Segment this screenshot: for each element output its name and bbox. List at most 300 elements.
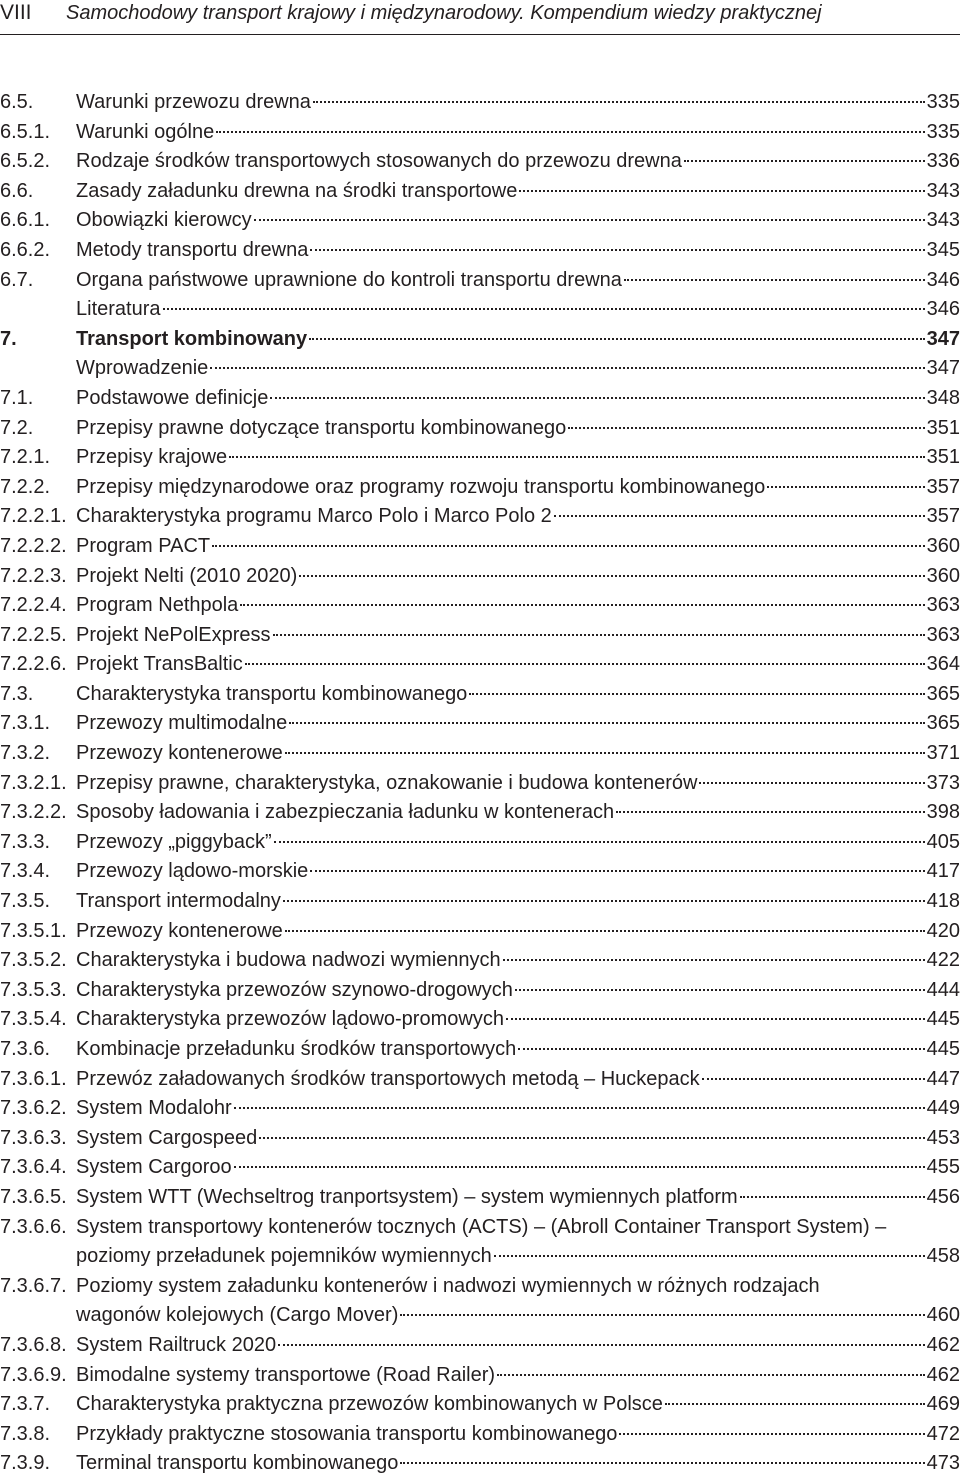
toc-entry-number: 7.3.5.2. (0, 949, 67, 972)
toc-entry-title: System Railtruck 2020 (76, 1333, 277, 1356)
toc-entry (0, 917, 960, 947)
toc-entry-body (76, 266, 960, 296)
toc-entry-number: 7.3.6.8. (0, 1333, 67, 1356)
toc-entry-number: 7.3.6.2. (0, 1097, 67, 1120)
toc-entry-number: 6.6. (0, 179, 34, 202)
toc-entry-row (76, 1331, 960, 1361)
dot-leader (254, 219, 925, 221)
toc-entry-page: 462 (926, 1333, 960, 1356)
toc-entry-row (76, 946, 960, 976)
toc-entry (0, 384, 960, 414)
toc-entry (0, 206, 960, 236)
toc-entry-number: 7.2. (0, 416, 34, 439)
dot-leader (299, 575, 924, 577)
toc-entry-number: 7.3.6.7. (0, 1274, 67, 1297)
toc-entry-title: Program PACT (76, 534, 211, 557)
toc-entry-row (76, 206, 960, 236)
toc-entry-title-first-line: Poziomy system załadunku kontenerów i nadwozi wymiennych w różnych rodzajach (76, 1274, 820, 1297)
toc-entry-title: Transport intermodalny (76, 890, 281, 913)
dot-leader (210, 367, 924, 369)
toc-entry-page: 453 (926, 1126, 960, 1149)
toc-entry-number: 7.3.5.3. (0, 978, 67, 1001)
toc-entry-body (76, 236, 960, 266)
toc-entry-row (76, 769, 960, 799)
toc-entry-number: 6.5.2. (0, 150, 51, 173)
toc-entry-title: Kombinacje przeładunku środków transportowych (76, 1038, 517, 1060)
dot-leader (216, 131, 924, 133)
toc-entry-body (76, 1331, 960, 1361)
toc-entry-row (76, 1153, 960, 1183)
toc-entry-page: 351 (926, 446, 960, 469)
toc-entry-row (76, 828, 960, 858)
toc-entry-page: 363 (926, 594, 960, 617)
dot-leader (684, 160, 925, 162)
toc-entry-row (76, 562, 960, 592)
toc-entry-row (76, 354, 960, 384)
toc-entry (0, 798, 960, 828)
toc-entry-body (76, 1272, 960, 1331)
toc-entry-page: 462 (926, 1363, 960, 1386)
toc-entry-row (76, 1361, 960, 1391)
toc-entry-page: 418 (926, 890, 960, 913)
dot-leader (240, 604, 924, 606)
toc-entry (0, 177, 960, 207)
toc-entry (0, 650, 960, 680)
toc-entry-number: 7.2.1. (0, 446, 51, 469)
toc-entry-body (76, 591, 960, 621)
toc-entry-row (76, 414, 960, 444)
toc-entry-row (76, 739, 960, 769)
toc-entry-body (76, 769, 960, 799)
toc-entry-body (76, 384, 960, 414)
toc-entry (0, 857, 960, 887)
toc-entry (0, 621, 960, 651)
toc-entry-title: Metody transportu drewna (76, 238, 309, 261)
toc-entry-page: 345 (926, 238, 960, 261)
toc-entry-body (76, 1213, 960, 1272)
toc-entry (0, 1213, 960, 1272)
toc-entry-body (76, 798, 960, 828)
dot-leader (506, 1018, 925, 1020)
toc-entry (0, 1420, 960, 1450)
dot-leader (309, 338, 924, 340)
toc-entry-body (76, 621, 960, 651)
toc-entry-page: 456 (926, 1185, 960, 1208)
toc-entry-page: 445 (926, 1008, 960, 1031)
dot-leader (497, 1374, 925, 1376)
dot-leader (289, 722, 924, 724)
toc-entry-row (76, 147, 960, 177)
dot-leader (310, 870, 924, 872)
toc-entry-title: Charakterystyka transportu kombinowanego (76, 682, 468, 705)
toc-entry-title: System Cargospeed (76, 1126, 258, 1149)
toc-entry-row (76, 1301, 960, 1331)
dot-leader (163, 308, 925, 310)
toc-entry-title: Charakterystyka i budowa nadwozi wymiennych (76, 949, 501, 972)
toc-entry-page: 420 (926, 919, 960, 942)
table-of-contents (0, 88, 960, 1479)
toc-entry-row (76, 266, 960, 296)
toc-entry-number: 7.2.2.2. (0, 534, 67, 557)
toc-entry-title: Przewozy „piggyback” (76, 830, 272, 853)
toc-entry-title: Projekt NePolExpress (76, 623, 271, 646)
toc-entry (0, 1183, 960, 1213)
toc-entry-body (76, 118, 960, 148)
toc-entry-page: 398 (926, 801, 960, 824)
toc-entry-body (76, 1035, 960, 1065)
toc-entry-row (76, 532, 960, 562)
toc-entry-title: Przepisy międzynarodowe oraz programy rozwoju transportu kombinowanego (76, 475, 766, 498)
toc-entry-body (76, 1005, 960, 1035)
toc-entry-body (76, 1449, 960, 1479)
toc-entry-page: 371 (926, 742, 960, 765)
toc-entry-number: 7. (0, 327, 17, 350)
toc-entry-body (76, 946, 960, 976)
toc-entry-title: Zasady załadunku drewna na środki transportowe (76, 179, 518, 202)
toc-entry-number: 7.3.3. (0, 830, 51, 853)
toc-entry-title: wagonów kolejowych (Cargo Mover) (76, 1304, 399, 1327)
toc-entry-title: Warunki ogólne (76, 120, 215, 143)
toc-entry-number: 7.3.2. (0, 742, 51, 765)
toc-entry-row (76, 917, 960, 947)
toc-entry-body (76, 443, 960, 473)
toc-entry-row (76, 976, 960, 1006)
dot-leader (245, 663, 925, 665)
toc-entry-page: 335 (926, 120, 960, 143)
toc-entry (0, 1361, 960, 1391)
toc-entry-row (76, 325, 960, 355)
toc-entry-page: 346 (926, 268, 960, 291)
toc-entry (0, 147, 960, 177)
dot-leader (234, 1107, 925, 1109)
toc-entry (0, 473, 960, 503)
toc-entry-number: 7.3.7. (0, 1393, 51, 1416)
toc-entry-body (76, 976, 960, 1006)
toc-entry-title: Przepisy prawne dotyczące transportu kombinowanego (76, 416, 567, 439)
dot-leader (702, 1078, 925, 1080)
toc-entry-title: Organa państwowe uprawnione do kontroli transportu drewna (76, 268, 622, 291)
toc-entry-row (76, 1094, 960, 1124)
toc-entry-body (76, 562, 960, 592)
toc-entry-page: 336 (926, 150, 960, 173)
toc-entry-number: 7.3.2.1. (0, 771, 67, 794)
toc-entry-number: 7.3.5. (0, 890, 51, 913)
toc-entry-body (76, 1361, 960, 1391)
toc-entry-row (76, 1420, 960, 1450)
toc-entry-title: Program Nethpola (76, 594, 239, 617)
dot-leader (519, 190, 924, 192)
toc-entry-title: Przewozy lądowo-morskie (76, 860, 309, 883)
toc-entry-number: 7.3.9. (0, 1452, 51, 1475)
toc-entry (0, 769, 960, 799)
toc-entry-number: 7.2.2.3. (0, 564, 67, 587)
toc-entry-number: 7.3.6. (0, 1038, 51, 1060)
dot-leader (274, 841, 925, 843)
toc-entry (0, 1390, 960, 1420)
toc-entry-number: 7.1. (0, 386, 34, 409)
dot-leader (740, 1196, 925, 1198)
toc-entry (0, 118, 960, 148)
toc-entry-row (76, 177, 960, 207)
toc-entry-row (76, 798, 960, 828)
toc-entry-title: Przewozy kontenerowe (76, 919, 283, 942)
toc-entry-row (76, 1005, 960, 1035)
dot-leader (767, 486, 924, 488)
toc-entry-page: 351 (926, 416, 960, 439)
toc-entry (0, 502, 960, 532)
dot-leader (212, 545, 925, 547)
dot-leader (515, 989, 925, 991)
toc-entry-number: 7.2.2.1. (0, 505, 67, 528)
toc-entry-page: 360 (926, 534, 960, 557)
dot-leader (665, 1403, 925, 1405)
toc-entry (0, 1272, 960, 1331)
toc-entry-body (76, 1390, 960, 1420)
toc-entry-row (76, 118, 960, 148)
toc-entry-title: Charakterystyka przewozów lądowo-promowych (76, 1008, 504, 1031)
toc-entry-row (76, 443, 960, 473)
toc-entry-page: 469 (926, 1393, 960, 1416)
toc-entry (0, 1153, 960, 1183)
toc-entry-row (76, 473, 960, 503)
toc-entry-page: 460 (926, 1304, 960, 1327)
toc-entry-title: Projekt Nelti (2010 2020) (76, 564, 298, 587)
toc-entry-row (76, 1449, 960, 1479)
toc-entry (0, 1005, 960, 1035)
toc-entry-body (76, 1124, 960, 1154)
toc-entry-title: Warunki przewozu drewna (76, 91, 311, 113)
toc-entry-title: poziomy przeładunek pojemników wymiennych (76, 1245, 492, 1268)
toc-entry-body (76, 1420, 960, 1450)
toc-entry-title: Charakterystyka programu Marco Polo i Marco Polo 2 (76, 505, 552, 528)
toc-entry-body (76, 650, 960, 680)
dot-leader (503, 959, 925, 961)
toc-entry (0, 591, 960, 621)
toc-entry-page: 346 (926, 298, 960, 321)
dot-leader (313, 101, 925, 103)
toc-entry-page: 363 (926, 623, 960, 646)
toc-entry-row (76, 236, 960, 266)
toc-entry-title: Wprowadzenie (76, 357, 209, 380)
dot-leader (624, 279, 925, 281)
toc-entry-number: 7.3. (0, 682, 34, 705)
dot-leader (285, 752, 925, 754)
toc-entry-page: 364 (926, 653, 960, 676)
toc-entry (0, 828, 960, 858)
dot-leader (494, 1255, 925, 1257)
toc-entry-body (76, 206, 960, 236)
toc-entry-number: 7.3.8. (0, 1422, 51, 1445)
toc-entry-body (76, 857, 960, 887)
toc-entry-row (76, 384, 960, 414)
toc-entry-title-first-line: System transportowy kontenerów tocznych (ACTS) – (Abroll Container Transport System) – (76, 1215, 887, 1238)
toc-entry-title: Przewozy multimodalne (76, 712, 288, 735)
dot-leader (278, 1344, 925, 1346)
toc-entry-row (76, 1035, 960, 1065)
toc-entry-number: 7.3.6.4. (0, 1156, 67, 1179)
toc-entry-number: 7.3.6.6. (0, 1215, 67, 1238)
toc-entry (0, 295, 960, 325)
toc-entry (0, 946, 960, 976)
toc-entry-page: 447 (926, 1067, 960, 1090)
toc-entry (0, 1124, 960, 1154)
toc-entry-page: 422 (926, 949, 960, 972)
toc-entry (0, 414, 960, 444)
toc-entry-body (76, 739, 960, 769)
toc-entry-page: 405 (926, 830, 960, 853)
toc-entry-number: 7.3.6.1. (0, 1067, 67, 1090)
toc-entry-page: 449 (926, 1097, 960, 1120)
dot-leader (270, 397, 924, 399)
toc-entry-title: Terminal transportu kombinowanego (76, 1452, 399, 1475)
toc-entry-page: 455 (926, 1156, 960, 1179)
toc-entry-title: Literatura (76, 298, 161, 321)
toc-entry-page: 360 (926, 564, 960, 587)
toc-entry-row (76, 621, 960, 651)
dot-leader (619, 1433, 924, 1435)
toc-entry-title: Charakterystyka praktyczna przewozów kombinowanych w Polsce (76, 1393, 663, 1416)
dot-leader (400, 1314, 924, 1316)
toc-entry-number: 7.3.5.4. (0, 1008, 67, 1031)
toc-entry-body (76, 1153, 960, 1183)
page-header (0, 0, 960, 35)
toc-entry (0, 709, 960, 739)
toc-entry (0, 1065, 960, 1095)
dot-leader (518, 1048, 924, 1050)
toc-entry-number: 6.6.1. (0, 209, 51, 232)
toc-entry-title: Przepisy prawne, charakterystyka, oznakowanie i budowa kontenerów (76, 771, 698, 794)
toc-entry-body (76, 1183, 960, 1213)
dot-leader (229, 456, 924, 458)
toc-entry-body (76, 1094, 960, 1124)
toc-entry-page: 357 (926, 505, 960, 528)
dot-leader (616, 811, 924, 813)
toc-entry (0, 1035, 960, 1065)
toc-entry-body (76, 177, 960, 207)
toc-entry (0, 976, 960, 1006)
toc-entry-page: 417 (926, 860, 960, 883)
toc-entry-body (76, 473, 960, 503)
toc-entry-page: 347 (926, 327, 960, 350)
dot-leader (259, 1137, 924, 1139)
toc-entry-body (76, 414, 960, 444)
dot-leader (310, 249, 924, 251)
toc-entry-title: System WTT (Wechseltrog tranportsystem) – system wymiennych platform (76, 1185, 738, 1208)
toc-entry-page: 357 (926, 475, 960, 498)
toc-entry-body (76, 680, 960, 710)
toc-entry-body (76, 828, 960, 858)
toc-entry-page: 348 (926, 386, 960, 409)
toc-entry-body (76, 325, 960, 355)
toc-entry-number: 7.3.6.5. (0, 1185, 67, 1208)
toc-entry-title: Bimodalne systemy transportowe (Road Railer) (76, 1363, 496, 1386)
toc-entry-title: Sposoby ładowania i zabezpieczania ładunku w kontenerach (76, 801, 615, 824)
toc-entry-number: 6.7. (0, 268, 34, 291)
dot-leader (273, 634, 925, 636)
toc-entry (0, 1331, 960, 1361)
toc-entry-body (76, 709, 960, 739)
toc-entry-title: Przepisy krajowe (76, 446, 228, 469)
toc-entry-number: 7.3.4. (0, 860, 51, 883)
toc-entry-number: 7.3.1. (0, 712, 51, 735)
toc-entry-row (76, 857, 960, 887)
toc-entry (0, 236, 960, 266)
toc-entry-page: 444 (926, 978, 960, 1001)
toc-entry-body (76, 917, 960, 947)
toc-entry-page: 343 (926, 179, 960, 202)
toc-entry-title: Transport kombinowany (76, 327, 308, 350)
toc-entry-body (76, 502, 960, 532)
dot-leader (285, 930, 925, 932)
toc-entry-body (76, 88, 960, 118)
toc-entry-page: 472 (926, 1422, 960, 1445)
dot-leader (699, 782, 924, 784)
toc-entry-number: 7.3.2.2. (0, 801, 67, 824)
toc-entry-page: 335 (926, 91, 960, 113)
toc-entry (0, 88, 960, 118)
toc-entry-title: Charakterystyka przewozów szynowo-drogowych (76, 978, 513, 1001)
toc-entry-title: System Cargoroo (76, 1156, 232, 1179)
toc-entry-row (76, 1183, 960, 1213)
toc-entry-title: Projekt TransBaltic (76, 653, 243, 676)
toc-entry-number: 7.2.2.4. (0, 594, 67, 617)
dot-leader (283, 900, 925, 902)
toc-entry-body (76, 1065, 960, 1095)
toc-entry-row (76, 1242, 960, 1272)
dot-leader (234, 1166, 925, 1168)
dot-leader (568, 427, 924, 429)
toc-entry-title: Rodzaje środków transportowych stosowanych do przewozu drewna (76, 150, 682, 173)
toc-entry-page: 365 (926, 682, 960, 705)
toc-entry-number: 7.2.2.5. (0, 623, 67, 646)
toc-entry (0, 739, 960, 769)
page-number: VIII (0, 1, 32, 24)
toc-entry-row (76, 1124, 960, 1154)
toc-entry-number: 7.3.6.3. (0, 1126, 67, 1149)
toc-entry (0, 325, 960, 355)
toc-entry-page: 343 (926, 209, 960, 232)
toc-entry-number: 7.3.5.1. (0, 919, 67, 942)
toc-entry (0, 887, 960, 917)
toc-entry-page: 445 (926, 1038, 960, 1060)
toc-entry-row (76, 650, 960, 680)
toc-entry (0, 354, 960, 384)
toc-entry-row (76, 709, 960, 739)
toc-entry-page: 365 (926, 712, 960, 735)
toc-entry (0, 562, 960, 592)
toc-entry-page: 373 (926, 771, 960, 794)
dot-leader (469, 693, 924, 695)
toc-entry (0, 680, 960, 710)
toc-entry-row (76, 1390, 960, 1420)
toc-entry-number: 6.6.2. (0, 238, 51, 261)
toc-entry-row (76, 1065, 960, 1095)
toc-entry-title: Obowiązki kierowcy (76, 209, 252, 232)
toc-entry-number: 7.2.2. (0, 475, 51, 498)
toc-entry-number: 7.3.6.9. (0, 1363, 67, 1386)
toc-entry-row (76, 887, 960, 917)
toc-entry-page: 347 (926, 357, 960, 380)
toc-entry-row (76, 295, 960, 325)
toc-entry-row (76, 591, 960, 621)
toc-entry-body (76, 532, 960, 562)
toc-entry-body (76, 354, 960, 384)
toc-entry-title: Podstawowe definicje (76, 386, 269, 409)
toc-entry-title: Przewozy kontenerowe (76, 742, 283, 765)
toc-entry-title: System Modalohr (76, 1097, 232, 1120)
toc-entry-body (76, 887, 960, 917)
toc-entry-body (76, 147, 960, 177)
